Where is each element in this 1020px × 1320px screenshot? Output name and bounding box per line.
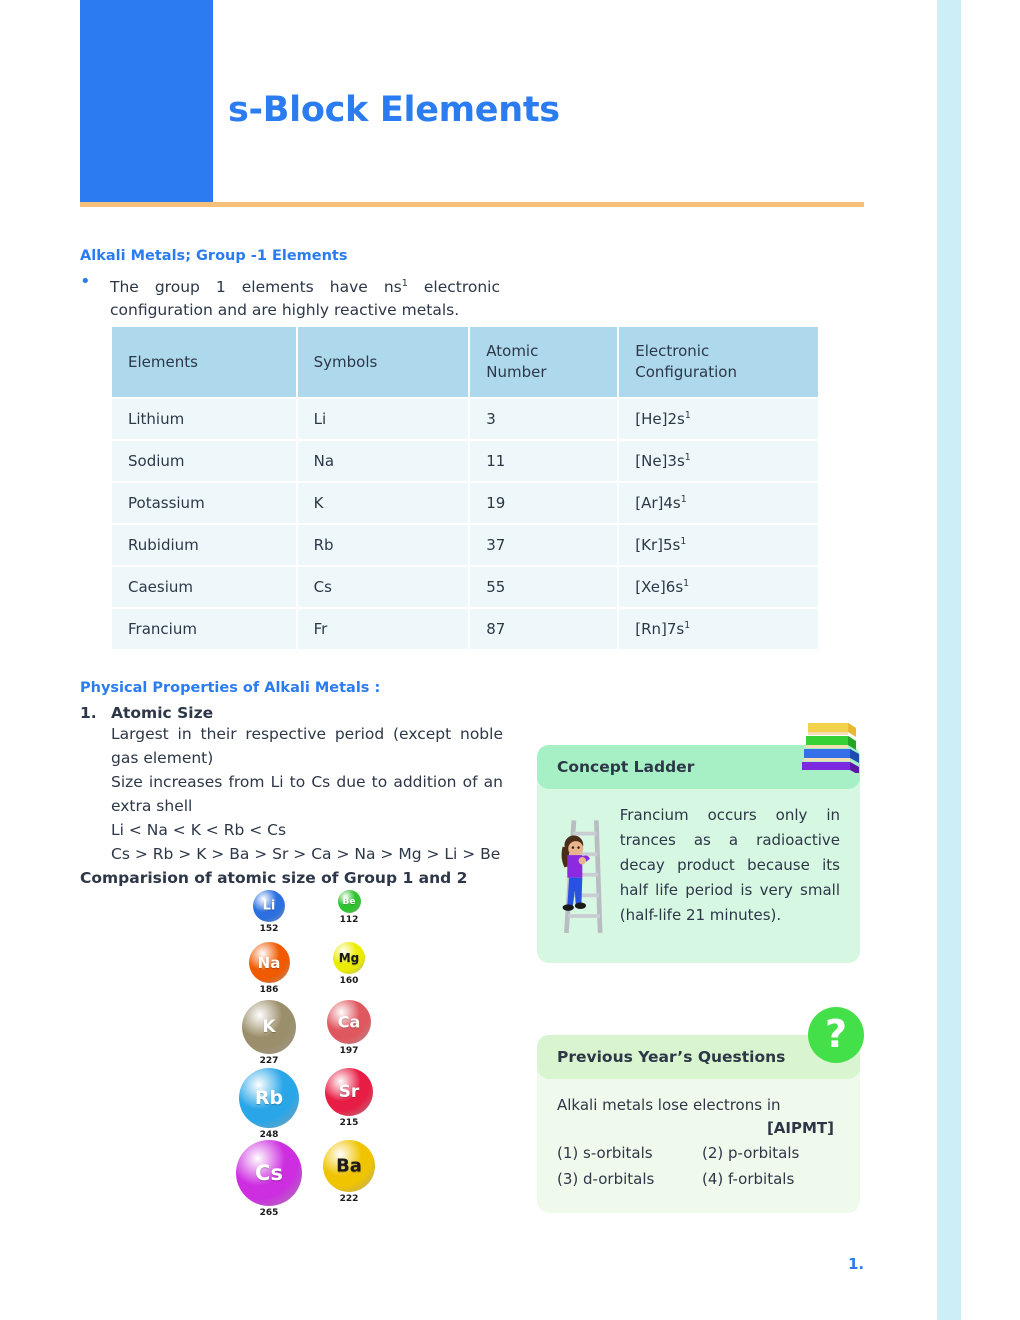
atom-sphere-ca bbox=[327, 1000, 371, 1044]
cell-atomic-number: 11 bbox=[470, 441, 617, 481]
cell-symbol: Li bbox=[298, 399, 469, 439]
column-header-symbols bbox=[298, 327, 469, 397]
cell-config: $[He]2s^1$ bbox=[619, 399, 818, 439]
cell-element: Sodium bbox=[112, 441, 296, 481]
cell-atomic-number: 37 bbox=[470, 525, 617, 565]
property-line: Largest in their respective period (except noble gas element) bbox=[111, 725, 503, 767]
cell-element: Lithium bbox=[112, 399, 296, 439]
atom-sphere-na bbox=[249, 942, 290, 983]
atom-radius-value: 265 bbox=[259, 1208, 279, 1218]
question-text: Alkali metals lose electrons in bbox=[557, 1096, 781, 1114]
header-line: Elements bbox=[128, 352, 198, 371]
option-2[interactable]: (2) p-orbitals bbox=[702, 1144, 800, 1162]
item-title: Atomic Size bbox=[111, 704, 214, 722]
atom-radius-value: 152 bbox=[259, 924, 279, 934]
property-line: Cs > Rb > K > Ba > Sr > Ca > Na > Mg > Li > Be bbox=[111, 845, 501, 863]
alkali-bullet-item bbox=[80, 272, 510, 322]
atom-symbol-label: K bbox=[262, 1017, 276, 1037]
atom-symbol-label: Ca bbox=[337, 1012, 361, 1032]
physical-property-body bbox=[111, 722, 503, 866]
atom-radius-value: 112 bbox=[339, 915, 359, 925]
atom-radius-value: 215 bbox=[339, 1118, 359, 1128]
sphere-cell-na bbox=[249, 942, 290, 995]
previous-year-body bbox=[537, 1079, 860, 1213]
cell-element: Rubidium bbox=[112, 525, 296, 565]
physical-properties-heading: Physical Properties of Alkali Metals : bbox=[80, 680, 381, 696]
atom-symbol-label: Mg bbox=[338, 951, 360, 965]
sphere-row bbox=[215, 1068, 415, 1140]
title-underline-rule bbox=[80, 202, 864, 207]
physical-property-item-1 bbox=[80, 704, 510, 722]
sphere-cell-ba bbox=[323, 1140, 375, 1204]
cell-element: Potassium bbox=[112, 483, 296, 523]
cell-config: $[Ne]3s^1$ bbox=[619, 441, 818, 481]
cell-symbol: Na bbox=[298, 441, 469, 481]
table-row bbox=[112, 525, 818, 565]
cell-atomic-number: 55 bbox=[470, 567, 617, 607]
books-stack-icon bbox=[796, 713, 868, 773]
cell-symbol: Fr bbox=[298, 609, 469, 649]
cell-symbol: Rb bbox=[298, 525, 469, 565]
cell-symbol: Cs bbox=[298, 567, 469, 607]
question-mark-badge-icon bbox=[808, 1007, 864, 1063]
bullet-text-post: electronic configuration and are highly reactive metals. bbox=[110, 278, 500, 320]
alkali-bullet-text bbox=[110, 272, 500, 322]
column-header-elements bbox=[112, 327, 296, 397]
previous-year-title: Previous Year’s Questions bbox=[557, 1048, 786, 1066]
atom-radius-value: 160 bbox=[339, 976, 359, 986]
option-4[interactable]: (4) f-orbitals bbox=[702, 1170, 795, 1188]
bullet-text-pre: The group 1 elements have ns bbox=[110, 278, 402, 297]
concept-ladder-text: Francium occurs only in trances as a radioactive decay product because its half life period is very small (half-life 21 minutes). bbox=[619, 806, 840, 924]
header-line: Atomic bbox=[486, 342, 539, 360]
table-row bbox=[112, 567, 818, 607]
cell-atomic-number: 87 bbox=[470, 609, 617, 649]
sphere-row bbox=[215, 1140, 415, 1218]
concept-ladder-callout bbox=[537, 745, 860, 963]
physical-properties-section bbox=[80, 680, 510, 887]
alkali-elements-table bbox=[110, 325, 820, 651]
atom-symbol-label: Rb bbox=[254, 1087, 284, 1109]
atom-sphere-li bbox=[253, 890, 285, 922]
atom-symbol-label: Cs bbox=[255, 1161, 283, 1185]
sphere-cell-k bbox=[242, 1000, 296, 1066]
atom-symbol-label: Be bbox=[342, 896, 356, 907]
property-line: Li < Na < K < Rb < Cs bbox=[111, 821, 287, 839]
atom-symbol-label: Na bbox=[257, 953, 281, 972]
girl-on-ladder-icon bbox=[557, 803, 606, 941]
question-mark-glyph: ? bbox=[824, 1012, 848, 1057]
atom-sphere-ba bbox=[323, 1140, 375, 1192]
atom-symbol-label: Sr bbox=[338, 1082, 360, 1102]
atom-symbol-label: Ba bbox=[336, 1155, 362, 1177]
atom-sphere-sr bbox=[325, 1068, 373, 1116]
cell-config: $[Xe]6s^1$ bbox=[619, 567, 818, 607]
cell-element: Caesium bbox=[112, 567, 296, 607]
item-number: 1. bbox=[80, 704, 97, 722]
cell-symbol: K bbox=[298, 483, 469, 523]
cell-config: $[Rn]7s^1$ bbox=[619, 609, 818, 649]
option-3[interactable]: (3) d-orbitals bbox=[557, 1170, 655, 1188]
atom-radius-value: 248 bbox=[259, 1130, 279, 1140]
atom-radius-value: 222 bbox=[339, 1194, 359, 1204]
sphere-cell-be bbox=[338, 890, 361, 925]
table-row bbox=[112, 483, 818, 523]
atom-sphere-k bbox=[242, 1000, 296, 1054]
column-header-electronic-configuration bbox=[619, 327, 818, 397]
bullet-superscript: 1 bbox=[401, 278, 408, 289]
concept-ladder-body bbox=[537, 789, 860, 963]
table-row bbox=[112, 399, 818, 439]
atom-sphere-be bbox=[338, 890, 361, 913]
page-title: s-Block Elements bbox=[228, 90, 560, 130]
sphere-row bbox=[215, 1000, 415, 1068]
sphere-cell-rb bbox=[239, 1068, 299, 1140]
sphere-cell-cs bbox=[236, 1140, 302, 1218]
concept-ladder-header bbox=[537, 745, 860, 789]
table-header-row bbox=[112, 327, 818, 397]
atom-radius-value: 197 bbox=[339, 1046, 359, 1056]
question-options-grid bbox=[557, 1141, 840, 1191]
cell-config: $[Kr]5s^1$ bbox=[619, 525, 818, 565]
header-line: Electronic bbox=[635, 342, 710, 360]
column-header-atomic-number bbox=[470, 327, 617, 397]
atom-sphere-rb bbox=[239, 1068, 299, 1128]
concept-ladder-title: Concept Ladder bbox=[557, 758, 695, 776]
header-line: Configuration bbox=[635, 363, 737, 381]
comparison-caption: Comparision of atomic size of Group 1 and 2 bbox=[80, 869, 468, 887]
table-row bbox=[112, 609, 818, 649]
alkali-metals-heading: Alkali Metals; Group -1 Elements bbox=[80, 248, 348, 264]
alkali-metals-section bbox=[80, 248, 510, 328]
previous-year-header bbox=[537, 1012, 860, 1079]
cell-atomic-number: 19 bbox=[470, 483, 617, 523]
question-source-badge: [AIPMT] bbox=[766, 1119, 834, 1137]
bullet-dot-icon: • bbox=[80, 271, 91, 292]
sphere-cell-ca bbox=[327, 1000, 371, 1056]
page-edge-strip bbox=[937, 0, 961, 1320]
header-line: Symbols bbox=[313, 352, 378, 371]
title-block-decoration bbox=[80, 0, 213, 202]
header-line: Number bbox=[486, 363, 547, 381]
property-line: Size increases from Li to Cs due to addition of an extra shell bbox=[111, 773, 503, 815]
atom-sphere-cs bbox=[236, 1140, 302, 1206]
cell-element: Francium bbox=[112, 609, 296, 649]
cell-atomic-number: 3 bbox=[470, 399, 617, 439]
atom-radius-value: 186 bbox=[259, 985, 279, 995]
sphere-cell-li bbox=[253, 890, 285, 934]
cell-config: $[Ar]4s^1$ bbox=[619, 483, 818, 523]
table-row bbox=[112, 441, 818, 481]
atom-symbol-label: Li bbox=[262, 898, 276, 914]
sphere-cell-sr bbox=[325, 1068, 373, 1128]
page-number: 1. bbox=[848, 1255, 865, 1273]
sphere-cell-mg bbox=[333, 942, 365, 986]
previous-year-questions-callout bbox=[537, 1012, 860, 1213]
atom-radius-value: 227 bbox=[259, 1056, 279, 1066]
atom-sphere-mg bbox=[333, 942, 365, 974]
option-1[interactable]: (1) s-orbitals bbox=[557, 1144, 653, 1162]
